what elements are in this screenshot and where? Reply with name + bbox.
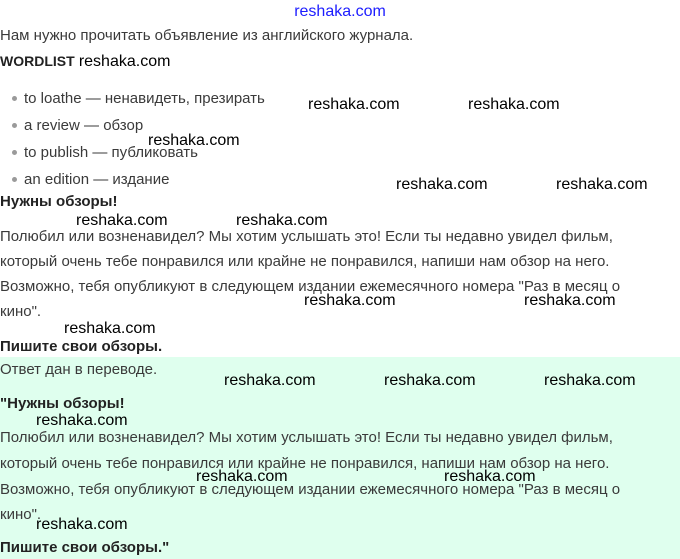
ad-line: Возможно, тебя опубликуют в следующем издании ежемесячного номера "Раз в месяц о bbox=[0, 278, 621, 295]
wordlist-item-text: to publish — публиковать bbox=[24, 144, 198, 161]
watermark: reshaka.com bbox=[468, 96, 560, 113]
bullet-icon bbox=[12, 177, 17, 182]
answer-line: кино". bbox=[0, 506, 42, 523]
answer-line: Полюбил или возненавидел? Мы хотим услышать это! Если ты недавно увидел фильм, bbox=[0, 429, 613, 446]
watermark: reshaka.com bbox=[78, 53, 171, 70]
wordlist-item-text: an edition — издание bbox=[24, 171, 170, 188]
answer-footer: Пишите свои обзоры." bbox=[0, 539, 170, 556]
wordlist-item bbox=[12, 89, 265, 109]
watermark: reshaka.com bbox=[396, 176, 488, 193]
wordlist-heading-row bbox=[0, 51, 170, 72]
ad-line: кино". bbox=[0, 303, 42, 320]
watermark: reshaka.com bbox=[36, 412, 128, 429]
wordlist-item-text: to loathe — ненавидеть, презирать bbox=[24, 90, 265, 107]
bullet-icon bbox=[12, 150, 17, 155]
bullet-icon bbox=[12, 96, 17, 101]
answer-note: Ответ дан в переводе. bbox=[0, 361, 158, 378]
watermark: reshaka.com bbox=[64, 320, 156, 337]
watermark: reshaka.com bbox=[444, 468, 536, 485]
answer-title: "Нужны обзоры! bbox=[0, 395, 125, 412]
ad-title: Нужны обзоры! bbox=[0, 193, 118, 210]
ad-footer: Пишите свои обзоры. bbox=[0, 338, 163, 355]
watermark: reshaka.com bbox=[224, 372, 316, 389]
intro-text: Нам нужно прочитать объявление из английского журнала. bbox=[0, 27, 414, 44]
watermark: reshaka.com bbox=[236, 212, 328, 229]
watermark: reshaka.com bbox=[544, 372, 636, 389]
ad-line: который очень тебе понравился или крайне не понравился, напиши нам обзор на него. bbox=[0, 253, 610, 270]
watermark: reshaka.com bbox=[524, 292, 616, 309]
wordlist-item bbox=[12, 170, 169, 190]
watermark: reshaka.com bbox=[76, 212, 168, 229]
watermark: reshaka.com bbox=[148, 132, 240, 149]
answer-line: который очень тебе понравился или крайне не понравился, напиши нам обзор на него. bbox=[0, 455, 610, 472]
ad-line: Полюбил или возненавидел? Мы хотим услышать это! Если ты недавно увидел фильм, bbox=[0, 228, 613, 245]
watermark: reshaka.com bbox=[36, 516, 128, 533]
wordlist-item bbox=[12, 116, 143, 136]
bullet-icon bbox=[12, 123, 17, 128]
watermark: reshaka.com bbox=[304, 292, 396, 309]
wordlist-heading: WORDLIST bbox=[0, 53, 75, 69]
answer-line: Возможно, тебя опубликуют в следующем издании ежемесячного номера "Раз в месяц о bbox=[0, 481, 621, 498]
watermark: reshaka.com bbox=[308, 96, 400, 113]
watermark: reshaka.com bbox=[196, 468, 288, 485]
site-header[interactable]: reshaka.com bbox=[294, 3, 386, 20]
wordlist-item-text: a review — обзор bbox=[24, 117, 144, 134]
watermark: reshaka.com bbox=[384, 372, 476, 389]
watermark: reshaka.com bbox=[556, 176, 648, 193]
